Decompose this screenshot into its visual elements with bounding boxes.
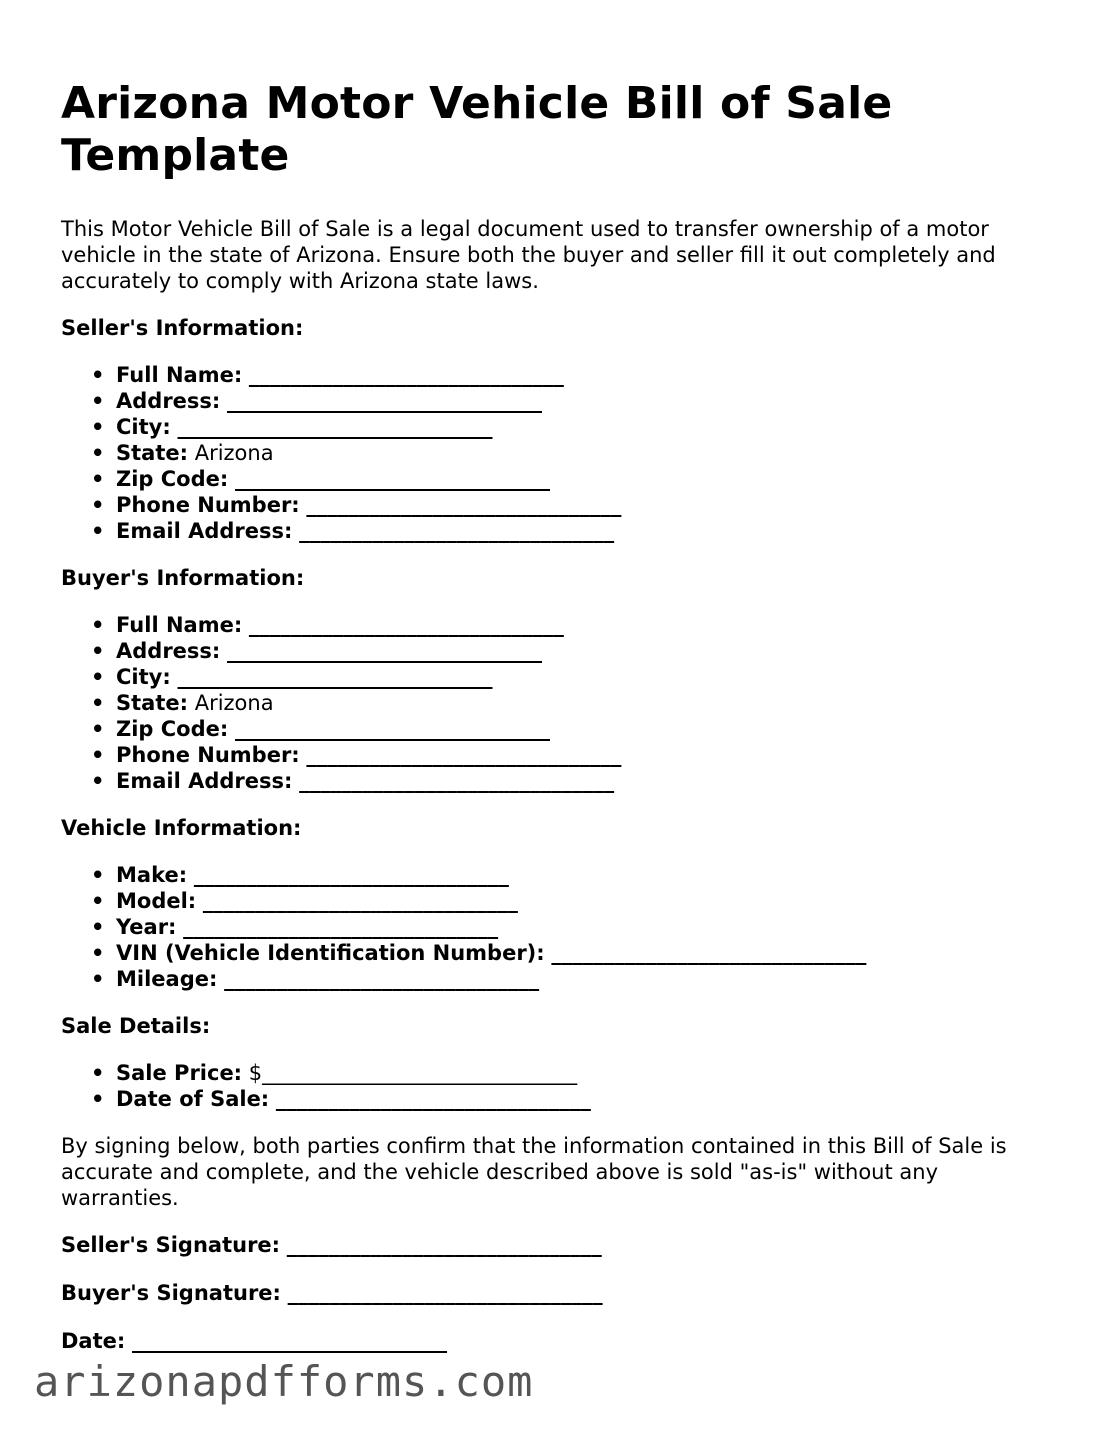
vehicle-model — [116, 888, 1051, 914]
sale-heading: Sale Details: — [61, 1014, 211, 1038]
sale-date — [116, 1086, 1051, 1112]
field-blank: ______________________________ — [306, 743, 622, 767]
field-blank: ______________________________ — [306, 493, 622, 517]
field-label: Mileage: — [116, 967, 218, 991]
field-blank: ______________________________ — [227, 389, 543, 413]
field-blank: ______________________________ — [177, 665, 493, 689]
seller-address — [116, 388, 1051, 414]
field-label: Full Name: — [116, 613, 243, 637]
field-blank: ______________________________ — [275, 1087, 591, 1111]
field-blank: ______________________________ — [177, 415, 493, 439]
field-blank: ______________________________ — [202, 889, 518, 913]
field-label: Phone Number: — [116, 743, 300, 767]
field-label: Address: — [116, 639, 221, 663]
signature-label: Seller's Signature: — [61, 1233, 281, 1257]
field-blank: ______________________________ — [193, 863, 509, 887]
field-label: Phone Number: — [116, 493, 300, 517]
buyer-address — [116, 638, 1051, 664]
seller-zip — [116, 466, 1051, 492]
seller-city — [116, 414, 1051, 440]
seller-signature-line — [61, 1232, 1051, 1258]
signature-blank: ______________________________ — [286, 1233, 602, 1257]
seller-fields — [61, 362, 1051, 544]
vehicle-mileage — [116, 966, 1051, 992]
seller-heading: Seller's Information: — [61, 316, 304, 340]
vehicle-heading: Vehicle Information: — [61, 816, 302, 840]
field-blank: ______________________________ — [224, 967, 540, 991]
buyer-fields — [61, 612, 1051, 794]
buyer-state — [116, 690, 1051, 716]
field-blank: ______________________________ — [248, 363, 564, 387]
field-label: Year: — [116, 915, 177, 939]
field-label: State: — [116, 441, 189, 465]
field-label: Email Address: — [116, 769, 293, 793]
field-blank: ______________________________ — [227, 639, 543, 663]
buyer-city — [116, 664, 1051, 690]
field-blank: ______________________________ — [234, 717, 550, 741]
field-blank: ______________________________ — [248, 613, 564, 637]
signature-label: Buyer's Signature: — [61, 1281, 281, 1305]
field-blank: ______________________________ — [299, 519, 615, 543]
sale-fields — [61, 1060, 1051, 1112]
page-title: Arizona Motor Vehicle Bill of Sale Template — [61, 78, 893, 181]
field-label: Make: — [116, 863, 188, 887]
seller-phone — [116, 492, 1051, 518]
field-value: Arizona — [194, 691, 274, 715]
buyer-full-name — [116, 612, 1051, 638]
field-label: Zip Code: — [116, 717, 229, 741]
buyer-email — [116, 768, 1051, 794]
field-label: State: — [116, 691, 189, 715]
buyer-zip — [116, 716, 1051, 742]
field-label: Address: — [116, 389, 221, 413]
signature-blank: ______________________________ — [287, 1281, 603, 1305]
seller-full-name — [116, 362, 1051, 388]
field-label: City: — [116, 665, 171, 689]
buyer-signature-line — [61, 1280, 1051, 1306]
field-blank: ______________________________ — [551, 941, 867, 965]
field-label: City: — [116, 415, 171, 439]
vehicle-vin — [116, 940, 1051, 966]
field-label: Zip Code: — [116, 467, 229, 491]
field-blank: ______________________________ — [299, 769, 615, 793]
buyer-heading: Buyer's Information: — [61, 566, 305, 590]
vehicle-year — [116, 914, 1051, 940]
field-label: Sale Price: — [116, 1061, 243, 1085]
field-label: Email Address: — [116, 519, 293, 543]
closing-paragraph: By signing below, both parties confirm that the information contained in this Bill of Sale is accurate and complete, and the vehicle described above is sold "as-is" without any warranties. — [61, 1134, 1007, 1210]
field-label: Date of Sale: — [116, 1087, 270, 1111]
seller-email — [116, 518, 1051, 544]
signature-blank: ______________________________ — [131, 1329, 447, 1353]
field-label: Full Name: — [116, 363, 243, 387]
field-value: Arizona — [194, 441, 274, 465]
field-label: VIN (Vehicle Identification Number): — [116, 941, 545, 965]
buyer-phone — [116, 742, 1051, 768]
vehicle-make — [116, 862, 1051, 888]
seller-state — [116, 440, 1051, 466]
vehicle-fields — [61, 862, 1051, 992]
date-signature-line — [61, 1328, 1051, 1354]
field-blank: $______________________________ — [248, 1061, 578, 1085]
intro-paragraph: This Motor Vehicle Bill of Sale is a legal document used to transfer ownership of a motor vehicle in the state of Arizona. Ensure both the buyer and seller fill it out completely and accurately to comply with Arizona state laws. — [61, 217, 996, 293]
field-blank: ______________________________ — [234, 467, 550, 491]
sale-price — [116, 1060, 1051, 1086]
document-page — [61, 78, 1051, 1376]
field-label: Model: — [116, 889, 197, 913]
field-blank: ______________________________ — [183, 915, 499, 939]
signature-label: Date: — [61, 1329, 126, 1353]
site-watermark: arizonapdfforms.com — [34, 1357, 534, 1406]
